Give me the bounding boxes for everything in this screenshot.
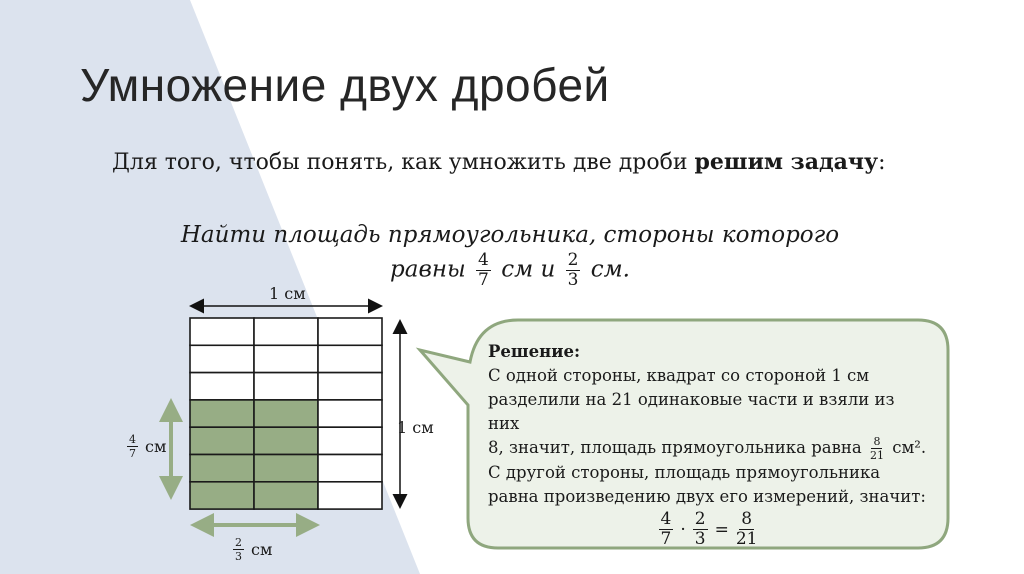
- multiplication-equation: [488, 511, 928, 548]
- solution-line-2: разделили на 21 одинаковые части и взяли из них: [488, 390, 895, 433]
- task-fraction-1: $\frac{4}{7}$: [478, 250, 489, 290]
- grid-cell: [318, 318, 382, 345]
- task-fraction-2: $\frac{2}{3}$: [567, 250, 579, 290]
- right-dimension-label: 1 см: [397, 418, 434, 437]
- grid-cell: [318, 455, 382, 482]
- area-fraction: $\frac{8}{21}$: [869, 435, 884, 462]
- grid-cell: [254, 318, 318, 345]
- task-suffix: см.: [590, 256, 630, 283]
- solution-heading: Решение:: [488, 342, 581, 361]
- grid-cell-shaded: [254, 427, 318, 454]
- multiply-sign: ·: [680, 519, 686, 540]
- grid-cell-shaded: [190, 455, 254, 482]
- task-line-1: Найти площадь прямоугольника, стороны которого: [180, 222, 840, 248]
- grid-cell-shaded: [254, 455, 318, 482]
- grid-cell-shaded: [254, 482, 318, 509]
- grid-cell: [318, 400, 382, 427]
- intro-text-bold: решим задачу: [694, 149, 879, 175]
- grid-cell: [254, 345, 318, 372]
- task-mid: см и: [501, 256, 556, 283]
- bottom-dimension-label: $\frac{2}{3}$ см: [235, 536, 273, 563]
- grid-cell-shaded: [254, 400, 318, 427]
- grid-cell: [318, 373, 382, 400]
- page-title: Умножение двух дробей: [80, 59, 610, 111]
- grid-cell: [254, 373, 318, 400]
- equals-sign: =: [714, 519, 729, 540]
- intro-text-end: :: [878, 150, 886, 175]
- grid-cell-shaded: [190, 427, 254, 454]
- bottom-label-fraction: $\frac{2}{3}$: [235, 536, 242, 563]
- grid-cell-shaded: [190, 400, 254, 427]
- solution-line-5: равна произведению двух его измерений, значит:: [488, 487, 926, 506]
- grid-cell: [190, 345, 254, 372]
- solution-line-3: 8, значит, площадь прямоугольника равна $\frac{8}{21}$ см².: [488, 435, 927, 462]
- grid-cell: [318, 345, 382, 372]
- grid-cell-shaded: [190, 482, 254, 509]
- equation-fraction-1: $\frac{4}{7}$: [660, 509, 672, 549]
- equation-fraction-3: $\frac{8}{21}$: [735, 509, 758, 549]
- solution-line-4: С другой стороны, площадь прямоугольника: [488, 463, 881, 482]
- grid-cell: [190, 318, 254, 345]
- left-dimension-label: $\frac{4}{7}$ см: [129, 433, 167, 460]
- solution-line-1: С одной стороны, квадрат со стороной 1 см: [488, 366, 870, 385]
- task-prefix: равны: [390, 256, 466, 283]
- grid-cell: [190, 373, 254, 400]
- solution-text: [488, 340, 928, 548]
- grid-cell: [318, 482, 382, 509]
- equation-fraction-2: $\frac{2}{3}$: [694, 509, 706, 549]
- top-dimension-label: 1 см: [269, 284, 306, 303]
- left-label-fraction: $\frac{4}{7}$: [129, 433, 136, 460]
- grid-cell: [318, 427, 382, 454]
- unit-square-grid: [190, 318, 382, 509]
- intro-text-part: Для того, чтобы понять, как умножить две дроби: [112, 150, 695, 175]
